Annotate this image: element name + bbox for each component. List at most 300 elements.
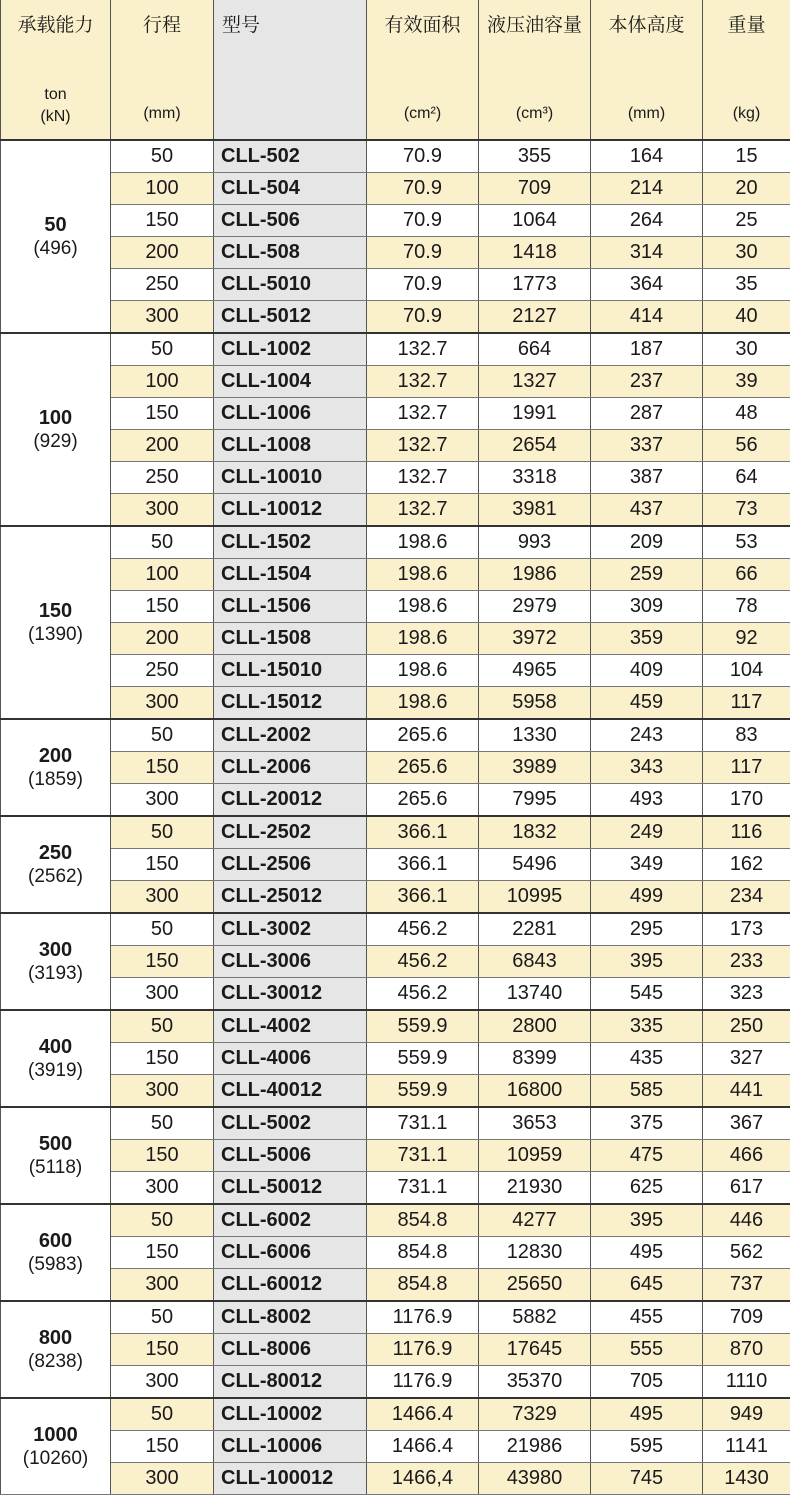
capacity-cell xyxy=(1,333,111,526)
capacity-kn: (1390) xyxy=(28,623,83,645)
table-row xyxy=(1,526,790,559)
capacity-ton: 600 xyxy=(38,1229,73,1252)
model-cell: CLL-6006 xyxy=(214,1237,367,1269)
oil-cell: 6843 xyxy=(479,946,591,978)
area-cell: 1466.4 xyxy=(367,1398,479,1431)
height-cell: 164 xyxy=(591,140,703,173)
height-cell: 499 xyxy=(591,881,703,914)
table-row xyxy=(1,269,790,301)
weight-cell: 617 xyxy=(703,1172,790,1205)
area-cell: 731.1 xyxy=(367,1172,479,1205)
oil-cell: 7995 xyxy=(479,784,591,817)
header-oil xyxy=(479,0,591,140)
table-row xyxy=(1,1334,790,1366)
oil-cell: 21930 xyxy=(479,1172,591,1205)
table-row xyxy=(1,1107,790,1140)
model-cell: CLL-10002 xyxy=(214,1398,367,1431)
table-row xyxy=(1,494,790,527)
area-cell: 132.7 xyxy=(367,333,479,366)
weight-cell: 116 xyxy=(703,816,790,849)
table-row xyxy=(1,687,790,720)
height-cell: 395 xyxy=(591,946,703,978)
header-oil-label: 液压油容量 xyxy=(486,15,582,36)
weight-cell: 327 xyxy=(703,1043,790,1075)
oil-cell: 21986 xyxy=(479,1431,591,1463)
model-cell: CLL-8006 xyxy=(214,1334,367,1366)
table-row xyxy=(1,430,790,462)
area-cell: 198.6 xyxy=(367,559,479,591)
weight-cell: 870 xyxy=(703,1334,790,1366)
height-cell: 375 xyxy=(591,1107,703,1140)
table-row xyxy=(1,946,790,978)
header-height xyxy=(591,0,703,140)
weight-cell: 25 xyxy=(703,205,790,237)
height-cell: 249 xyxy=(591,816,703,849)
model-cell: CLL-8002 xyxy=(214,1301,367,1334)
capacity-cell xyxy=(1,1204,111,1301)
height-cell: 475 xyxy=(591,1140,703,1172)
height-cell: 625 xyxy=(591,1172,703,1205)
oil-cell: 3972 xyxy=(479,623,591,655)
table-header xyxy=(1,0,790,140)
model-cell: CLL-60012 xyxy=(214,1269,367,1302)
model-cell: CLL-1506 xyxy=(214,591,367,623)
oil-cell: 355 xyxy=(479,140,591,173)
weight-cell: 1141 xyxy=(703,1431,790,1463)
stroke-cell: 200 xyxy=(111,430,214,462)
capacity-kn: (3193) xyxy=(28,962,83,984)
model-cell: CLL-50012 xyxy=(214,1172,367,1205)
model-cell: CLL-10012 xyxy=(214,494,367,527)
capacity-ton: 800 xyxy=(38,1326,73,1349)
stroke-cell: 300 xyxy=(111,1172,214,1205)
area-cell: 456.2 xyxy=(367,978,479,1011)
table-row xyxy=(1,1172,790,1205)
model-cell: CLL-15010 xyxy=(214,655,367,687)
header-stroke xyxy=(111,0,214,140)
model-cell: CLL-3006 xyxy=(214,946,367,978)
oil-cell: 2127 xyxy=(479,301,591,334)
model-cell: CLL-30012 xyxy=(214,978,367,1011)
header-capacity-unit-ton: ton xyxy=(44,86,67,103)
stroke-cell: 100 xyxy=(111,366,214,398)
weight-cell: 15 xyxy=(703,140,790,173)
area-cell: 132.7 xyxy=(367,430,479,462)
capacity-kn: (496) xyxy=(33,237,78,259)
height-cell: 495 xyxy=(591,1237,703,1269)
stroke-cell: 300 xyxy=(111,1463,214,1495)
area-cell: 198.6 xyxy=(367,623,479,655)
stroke-cell: 50 xyxy=(111,140,214,173)
stroke-cell: 150 xyxy=(111,946,214,978)
model-cell: CLL-1008 xyxy=(214,430,367,462)
weight-cell: 1430 xyxy=(703,1463,790,1495)
area-cell: 854.8 xyxy=(367,1237,479,1269)
model-cell: CLL-5012 xyxy=(214,301,367,334)
oil-cell: 1418 xyxy=(479,237,591,269)
header-height-label: 本体高度 xyxy=(608,15,685,36)
oil-cell: 2281 xyxy=(479,913,591,946)
area-cell: 265.6 xyxy=(367,719,479,752)
oil-cell: 4277 xyxy=(479,1204,591,1237)
weight-cell: 170 xyxy=(703,784,790,817)
weight-cell: 66 xyxy=(703,559,790,591)
oil-cell: 8399 xyxy=(479,1043,591,1075)
height-cell: 595 xyxy=(591,1431,703,1463)
capacity-ton: 250 xyxy=(38,841,73,864)
area-cell: 731.1 xyxy=(367,1140,479,1172)
height-cell: 343 xyxy=(591,752,703,784)
oil-cell: 3989 xyxy=(479,752,591,784)
table-row xyxy=(1,173,790,205)
table-row xyxy=(1,366,790,398)
model-cell: CLL-100012 xyxy=(214,1463,367,1495)
area-cell: 559.9 xyxy=(367,1075,479,1108)
area-cell: 456.2 xyxy=(367,913,479,946)
model-cell: CLL-4006 xyxy=(214,1043,367,1075)
area-cell: 1176.9 xyxy=(367,1366,479,1399)
area-cell: 70.9 xyxy=(367,269,479,301)
weight-cell: 78 xyxy=(703,591,790,623)
model-cell: CLL-1508 xyxy=(214,623,367,655)
model-cell: CLL-502 xyxy=(214,140,367,173)
table-row xyxy=(1,205,790,237)
area-cell: 559.9 xyxy=(367,1043,479,1075)
weight-cell: 117 xyxy=(703,752,790,784)
height-cell: 337 xyxy=(591,430,703,462)
oil-cell: 5958 xyxy=(479,687,591,720)
capacity-kn: (10260) xyxy=(22,1447,89,1469)
stroke-cell: 50 xyxy=(111,1107,214,1140)
stroke-cell: 300 xyxy=(111,978,214,1011)
table-row xyxy=(1,301,790,334)
area-cell: 1466,4 xyxy=(367,1463,479,1495)
height-cell: 309 xyxy=(591,591,703,623)
height-cell: 259 xyxy=(591,559,703,591)
height-cell: 395 xyxy=(591,1204,703,1237)
weight-cell: 466 xyxy=(703,1140,790,1172)
area-cell: 132.7 xyxy=(367,494,479,527)
stroke-cell: 50 xyxy=(111,1301,214,1334)
header-model-label: 型号 xyxy=(222,15,261,36)
header-stroke-label: 行程 xyxy=(142,15,181,36)
capacity-kn: (929) xyxy=(33,430,78,452)
header-capacity-label: 承载能力 xyxy=(17,15,94,36)
table-row xyxy=(1,1010,790,1043)
weight-cell: 30 xyxy=(703,237,790,269)
model-cell: CLL-508 xyxy=(214,237,367,269)
height-cell: 359 xyxy=(591,623,703,655)
capacity-ton: 200 xyxy=(38,744,73,767)
table-row xyxy=(1,623,790,655)
oil-cell: 3318 xyxy=(479,462,591,494)
header-stroke-unit: (mm) xyxy=(143,105,181,122)
oil-cell: 1832 xyxy=(479,816,591,849)
oil-cell: 1991 xyxy=(479,398,591,430)
oil-cell: 16800 xyxy=(479,1075,591,1108)
capacity-ton: 50 xyxy=(44,213,67,236)
area-cell: 198.6 xyxy=(367,526,479,559)
model-cell: CLL-1002 xyxy=(214,333,367,366)
capacity-cell xyxy=(1,1010,111,1107)
height-cell: 455 xyxy=(591,1301,703,1334)
weight-cell: 709 xyxy=(703,1301,790,1334)
stroke-cell: 300 xyxy=(111,784,214,817)
area-cell: 198.6 xyxy=(367,655,479,687)
weight-cell: 48 xyxy=(703,398,790,430)
weight-cell: 737 xyxy=(703,1269,790,1302)
area-cell: 132.7 xyxy=(367,462,479,494)
table-row xyxy=(1,1204,790,1237)
oil-cell: 5496 xyxy=(479,849,591,881)
area-cell: 70.9 xyxy=(367,205,479,237)
stroke-cell: 50 xyxy=(111,333,214,366)
model-cell: CLL-1504 xyxy=(214,559,367,591)
model-cell: CLL-5006 xyxy=(214,1140,367,1172)
table-row xyxy=(1,398,790,430)
model-cell: CLL-3002 xyxy=(214,913,367,946)
model-cell: CLL-4002 xyxy=(214,1010,367,1043)
capacity-kn: (3919) xyxy=(28,1059,83,1081)
table-row xyxy=(1,462,790,494)
area-cell: 456.2 xyxy=(367,946,479,978)
weight-cell: 234 xyxy=(703,881,790,914)
weight-cell: 233 xyxy=(703,946,790,978)
capacity-cell xyxy=(1,140,111,333)
height-cell: 545 xyxy=(591,978,703,1011)
stroke-cell: 250 xyxy=(111,269,214,301)
stroke-cell: 250 xyxy=(111,655,214,687)
model-cell: CLL-10006 xyxy=(214,1431,367,1463)
area-cell: 559.9 xyxy=(367,1010,479,1043)
oil-cell: 3981 xyxy=(479,494,591,527)
oil-cell: 25650 xyxy=(479,1269,591,1302)
stroke-cell: 150 xyxy=(111,1237,214,1269)
oil-cell: 13740 xyxy=(479,978,591,1011)
model-cell: CLL-2006 xyxy=(214,752,367,784)
table-row xyxy=(1,784,790,817)
model-cell: CLL-25012 xyxy=(214,881,367,914)
height-cell: 214 xyxy=(591,173,703,205)
area-cell: 265.6 xyxy=(367,784,479,817)
area-cell: 265.6 xyxy=(367,752,479,784)
oil-cell: 17645 xyxy=(479,1334,591,1366)
table-row xyxy=(1,816,790,849)
header-area-label: 有效面积 xyxy=(384,15,461,36)
height-cell: 349 xyxy=(591,849,703,881)
table-row xyxy=(1,1431,790,1463)
table-row xyxy=(1,237,790,269)
table-row xyxy=(1,849,790,881)
table-row xyxy=(1,1398,790,1431)
model-cell: CLL-5010 xyxy=(214,269,367,301)
capacity-ton: 100 xyxy=(38,406,73,429)
stroke-cell: 150 xyxy=(111,1140,214,1172)
model-cell: CLL-1006 xyxy=(214,398,367,430)
table-row xyxy=(1,1237,790,1269)
stroke-cell: 150 xyxy=(111,398,214,430)
area-cell: 132.7 xyxy=(367,398,479,430)
weight-cell: 441 xyxy=(703,1075,790,1108)
capacity-kn: (5983) xyxy=(28,1253,83,1275)
model-cell: CLL-6002 xyxy=(214,1204,367,1237)
height-cell: 745 xyxy=(591,1463,703,1495)
capacity-cell xyxy=(1,1107,111,1204)
area-cell: 1176.9 xyxy=(367,1301,479,1334)
area-cell: 70.9 xyxy=(367,140,479,173)
capacity-cell xyxy=(1,913,111,1010)
stroke-cell: 150 xyxy=(111,752,214,784)
oil-cell: 1986 xyxy=(479,559,591,591)
weight-cell: 173 xyxy=(703,913,790,946)
model-cell: CLL-2506 xyxy=(214,849,367,881)
header-capacity xyxy=(1,0,111,140)
oil-cell: 10959 xyxy=(479,1140,591,1172)
area-cell: 366.1 xyxy=(367,816,479,849)
area-cell: 70.9 xyxy=(367,237,479,269)
stroke-cell: 250 xyxy=(111,462,214,494)
weight-cell: 250 xyxy=(703,1010,790,1043)
stroke-cell: 50 xyxy=(111,719,214,752)
area-cell: 854.8 xyxy=(367,1269,479,1302)
model-cell: CLL-504 xyxy=(214,173,367,205)
height-cell: 237 xyxy=(591,366,703,398)
weight-cell: 73 xyxy=(703,494,790,527)
table-row xyxy=(1,1140,790,1172)
area-cell: 70.9 xyxy=(367,301,479,334)
height-cell: 209 xyxy=(591,526,703,559)
oil-cell: 35370 xyxy=(479,1366,591,1399)
stroke-cell: 150 xyxy=(111,1334,214,1366)
oil-cell: 993 xyxy=(479,526,591,559)
oil-cell: 709 xyxy=(479,173,591,205)
model-cell: CLL-15012 xyxy=(214,687,367,720)
area-cell: 731.1 xyxy=(367,1107,479,1140)
header-capacity-unit-kn: (kN) xyxy=(40,108,71,125)
header-weight-label: 重量 xyxy=(727,15,766,36)
table-row xyxy=(1,559,790,591)
stroke-cell: 50 xyxy=(111,1204,214,1237)
model-cell: CLL-2502 xyxy=(214,816,367,849)
table-row xyxy=(1,655,790,687)
area-cell: 198.6 xyxy=(367,687,479,720)
height-cell: 314 xyxy=(591,237,703,269)
capacity-kn: (5118) xyxy=(28,1156,83,1178)
height-cell: 243 xyxy=(591,719,703,752)
table-row xyxy=(1,913,790,946)
oil-cell: 1327 xyxy=(479,366,591,398)
oil-cell: 5882 xyxy=(479,1301,591,1334)
model-cell: CLL-40012 xyxy=(214,1075,367,1108)
model-cell: CLL-5002 xyxy=(214,1107,367,1140)
model-cell: CLL-2002 xyxy=(214,719,367,752)
oil-cell: 3653 xyxy=(479,1107,591,1140)
capacity-ton: 400 xyxy=(38,1035,73,1058)
stroke-cell: 150 xyxy=(111,591,214,623)
stroke-cell: 50 xyxy=(111,816,214,849)
header-capacity-units xyxy=(1,84,110,128)
height-cell: 335 xyxy=(591,1010,703,1043)
stroke-cell: 300 xyxy=(111,1075,214,1108)
stroke-cell: 200 xyxy=(111,237,214,269)
oil-cell: 4965 xyxy=(479,655,591,687)
oil-cell: 1064 xyxy=(479,205,591,237)
table-row xyxy=(1,1301,790,1334)
area-cell: 1176.9 xyxy=(367,1334,479,1366)
table-row xyxy=(1,1075,790,1108)
weight-cell: 83 xyxy=(703,719,790,752)
oil-cell: 2800 xyxy=(479,1010,591,1043)
height-cell: 459 xyxy=(591,687,703,720)
model-cell: CLL-80012 xyxy=(214,1366,367,1399)
weight-cell: 53 xyxy=(703,526,790,559)
table-row xyxy=(1,752,790,784)
capacity-ton: 300 xyxy=(38,938,73,961)
stroke-cell: 50 xyxy=(111,526,214,559)
table-row xyxy=(1,719,790,752)
capacity-kn: (8238) xyxy=(28,1350,83,1372)
stroke-cell: 150 xyxy=(111,1431,214,1463)
stroke-cell: 150 xyxy=(111,849,214,881)
weight-cell: 117 xyxy=(703,687,790,720)
stroke-cell: 300 xyxy=(111,881,214,914)
header-row xyxy=(1,0,790,140)
height-cell: 493 xyxy=(591,784,703,817)
capacity-cell xyxy=(1,526,111,719)
capacity-ton: 500 xyxy=(38,1132,73,1155)
header-height-unit: (mm) xyxy=(627,105,666,122)
area-cell: 366.1 xyxy=(367,849,479,881)
model-cell: CLL-506 xyxy=(214,205,367,237)
area-cell: 1466.4 xyxy=(367,1431,479,1463)
oil-cell: 7329 xyxy=(479,1398,591,1431)
table-body xyxy=(1,140,790,1495)
weight-cell: 64 xyxy=(703,462,790,494)
weight-cell: 1110 xyxy=(703,1366,790,1399)
height-cell: 645 xyxy=(591,1269,703,1302)
capacity-cell xyxy=(1,816,111,913)
capacity-kn: (1859) xyxy=(28,768,83,790)
model-cell: CLL-1502 xyxy=(214,526,367,559)
table-row xyxy=(1,1463,790,1495)
stroke-cell: 50 xyxy=(111,1010,214,1043)
model-cell: CLL-20012 xyxy=(214,784,367,817)
table-row xyxy=(1,881,790,914)
table-row xyxy=(1,333,790,366)
height-cell: 187 xyxy=(591,333,703,366)
header-weight-unit: (kg) xyxy=(732,105,761,122)
weight-cell: 446 xyxy=(703,1204,790,1237)
weight-cell: 162 xyxy=(703,849,790,881)
stroke-cell: 300 xyxy=(111,494,214,527)
stroke-cell: 100 xyxy=(111,559,214,591)
stroke-cell: 100 xyxy=(111,173,214,205)
height-cell: 409 xyxy=(591,655,703,687)
oil-cell: 10995 xyxy=(479,881,591,914)
weight-cell: 20 xyxy=(703,173,790,205)
area-cell: 132.7 xyxy=(367,366,479,398)
height-cell: 435 xyxy=(591,1043,703,1075)
stroke-cell: 50 xyxy=(111,1398,214,1431)
weight-cell: 56 xyxy=(703,430,790,462)
height-cell: 295 xyxy=(591,913,703,946)
weight-cell: 104 xyxy=(703,655,790,687)
height-cell: 705 xyxy=(591,1366,703,1399)
height-cell: 287 xyxy=(591,398,703,430)
stroke-cell: 300 xyxy=(111,1269,214,1302)
area-cell: 854.8 xyxy=(367,1204,479,1237)
oil-cell: 2979 xyxy=(479,591,591,623)
